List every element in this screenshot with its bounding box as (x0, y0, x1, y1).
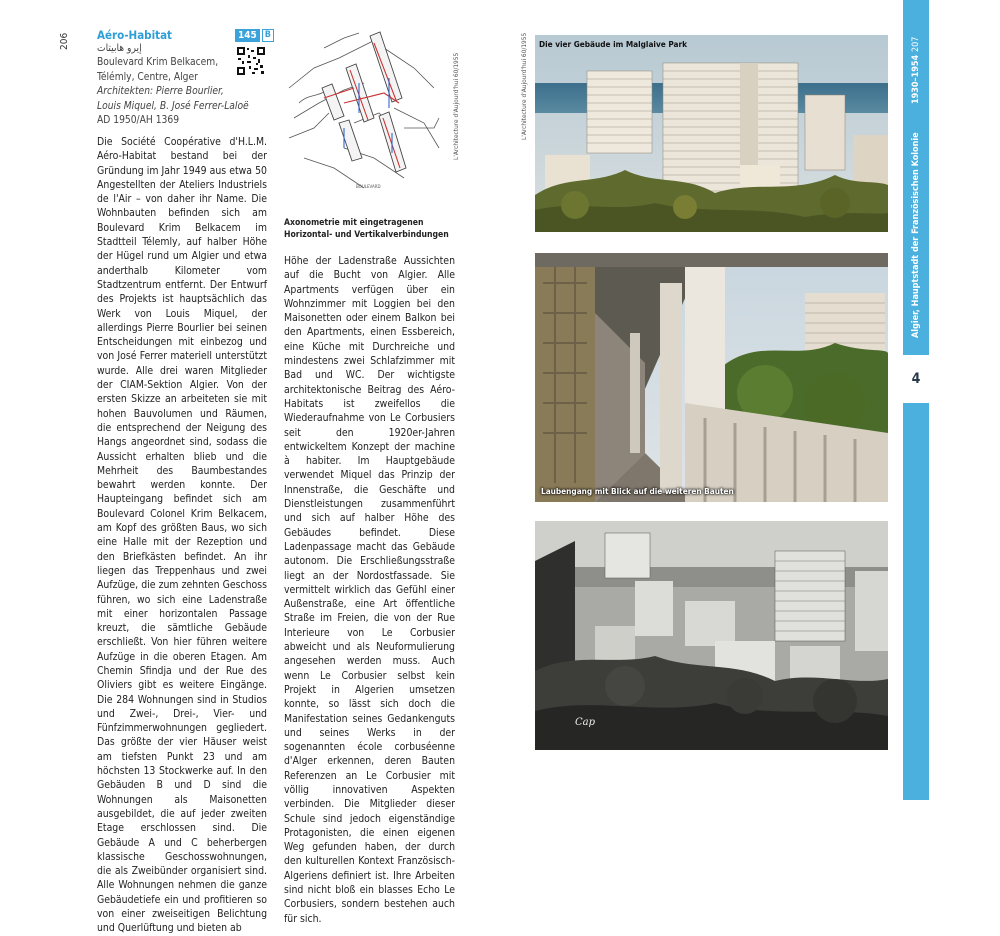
entry-date: AD 1950/AH 1369 (97, 115, 180, 127)
chapter-number: 4 (911, 371, 921, 387)
sidebar-title: Algier, Hauptstadt der Französischen Kolonie (911, 132, 921, 338)
chapter-number-tab (903, 355, 929, 403)
photo1-credit: L'Architecture d'Aujourd'hui 60/1955 (520, 32, 528, 140)
architects-line-2: Louis Miquel, B. José Ferrer-Laloë (97, 100, 249, 112)
entry-badge (235, 29, 274, 42)
address-line-2: Télémly, Centre, Alger (97, 71, 198, 83)
photo-four-buildings (535, 35, 888, 232)
photo-postcard (535, 521, 888, 750)
axonometric-drawing (284, 28, 444, 198)
entry-title: Aéro-Habitat (97, 28, 172, 42)
photo2-caption: Laubengang mit Blick auf die weiteren Bauten (541, 486, 734, 496)
figure-caption: Axonometrie mit eingetragenen Horizontal- und Vertikalverbindungen (284, 218, 449, 240)
entry-letter-badge: B (262, 29, 274, 42)
svg-text:BOULEVARD: BOULEVARD (356, 184, 381, 189)
sidebar-years: 1930–1954 (911, 54, 921, 104)
entry-number-badge: 145 (235, 29, 260, 42)
postcard-mark: Cap (575, 717, 596, 728)
photo-arcade (535, 253, 888, 502)
address-line-1: Boulevard Krim Belkacem, (97, 57, 219, 68)
photo1-caption: Die vier Gebäude im Malglaive Park (539, 39, 687, 49)
body-paragraph: Die Société Coopérative d'H.L.M. Aéro-Habitat bestand bei der Gründung im Jahr 1949 aus etwa 50 Angestellten der Ateliers Industriels de l'Air – von daher ihr Name. Die Wohnbauten befinden sich am Boulevard Krim Belkacem im Stadtteil Télemly, auf halber Höhe der Hügel rund um Algier und etwa anderthalb Kilometer vom Stadtzentrum entfernt. Der Entwurf des Projekts ist hauptsächlich das Werk von Louis Miquel, der allerdings Pierre Bourlier bei seinen Entscheidungen mit einbezog und von José Ferrer materiell unterstützt wurde. Alle drei waren Mitglieder der CIAM-Sektion Algier. Von der ersten Skizze an arbeiteten sie mit hohen Bauvolumen und Räumen, die entsprechend der Neigung des Hangs angeordnet sind, sodass die Aussicht erhalten blieb und die Mehrheit des Baumbestandes bewahrt werden konnte. Der Haupteingang befindet sich am Boulevard Colonel Krim Belkacem, am Kopf des größten Baus, wo sich eine Halle mit der Rezeption und den Briefkästen befindet. An ihr liegen das Treppenhaus und zwei Aufzüge, die zum zehnten Geschoss führen, wo sich eine Ladenstraße mit einer horizontalen Passage kreuzt, die sämtliche Gebäude erschließt. Von hier führen weitere Aufzüge in die oberen Etagen. Am Chemin Sfindja und der Rue des Oliviers gibt es weitere Eingänge. Die 284 Wohnungen sind in Studios und Zwei-, Drei-, Vier- und Fünfzimmerwohnungen gegliedert. Das größte der vier Häuser weist am tiefsten Punkt 23 und am höchsten 13 Stockwerke auf. In den Gebäuden B und D sind die Wohnungen als Maisonetten ausgebildet, die auf jeder zweiten Etage erschlossen sind. Die Gebäude A und C beherbergen klassische Geschosswohnungen, die als Zweibünder organisiert sind. Alle Wohnungen nehmen die ganze Gebäudetiefe ein und profitieren so von einer zweiseitigen Belichtung und Querlüftung und bieten ab (97, 136, 267, 935)
page-number-left: 206 (59, 32, 70, 50)
architects-line-1: Architekten: Pierre Bourlier, (97, 86, 224, 98)
figure-credit: L'Architecture d'Aujourd'hui 60/1955 (452, 52, 460, 160)
arabic-title: إيرو هابيتات (97, 43, 142, 54)
body-text-column-2 (284, 254, 455, 926)
body-paragraph-2: Höhe der Ladenstraße Aussichten auf die Bucht von Algier. Alle Apartments verfügen über ein Wohnzimmer mit Loggien bei den Maisonetten oder einem Balkon bei den Apartments, einen Essbereich, eine Küche mit Durchreiche und mindestens zwei Schlafzimmer mit Bad und WC. Der wichtigste architektonische Beitrag des Aéro-Habitats ist zweifellos die Wiederaufnahme von Le Corbusiers seit den 1920er-Jahren entwickeltem Konzept der machine à habiter. Im Hauptgebäude verwendet Miquel das Prinzip der Innenstraße, die Geschäfte und Dienstleistungen zusammenführt und sich auf halber Höhe des Gebäudes befindet. Diese Ladenpassage macht das Gebäude autonom. Die Erschließungsstraße liegt an der Nordostfassade. Sie vermittelt wirklich das Gefühl einer Außenstraße, eine Art öffentliche Straße im Freien, die von der Rue Interieure von Le Corbusier abweicht und als Neuformulierung angesehen werden muss. Auch wenn Le Corbusier selbst kein Projekt in Algerien umsetzen konnte, so lässt sich doch die Manifestation seines Gedankenguts und seines Werks in der sogenannten école corbuséenne d'Alger erkennen, deren Bauten Referenzen an Le Corbusier mit völlig innovativen Aspekten verbinden. Die Mitglieder dieser Schule sind jedoch eigenständige Protagonisten, die einen eigenen Weg gefunden haben, der durch den kulturellen Kontext Französisch-Algeriens definiert ist. Ihre Arbeiten sind nicht bloß ein blasses Echo Le Corbusiers, sondern bestehen auch für sich. (284, 255, 455, 925)
page-number-right: 207 (911, 36, 921, 52)
body-text-column-1 (97, 135, 267, 936)
entry-meta (97, 56, 267, 129)
